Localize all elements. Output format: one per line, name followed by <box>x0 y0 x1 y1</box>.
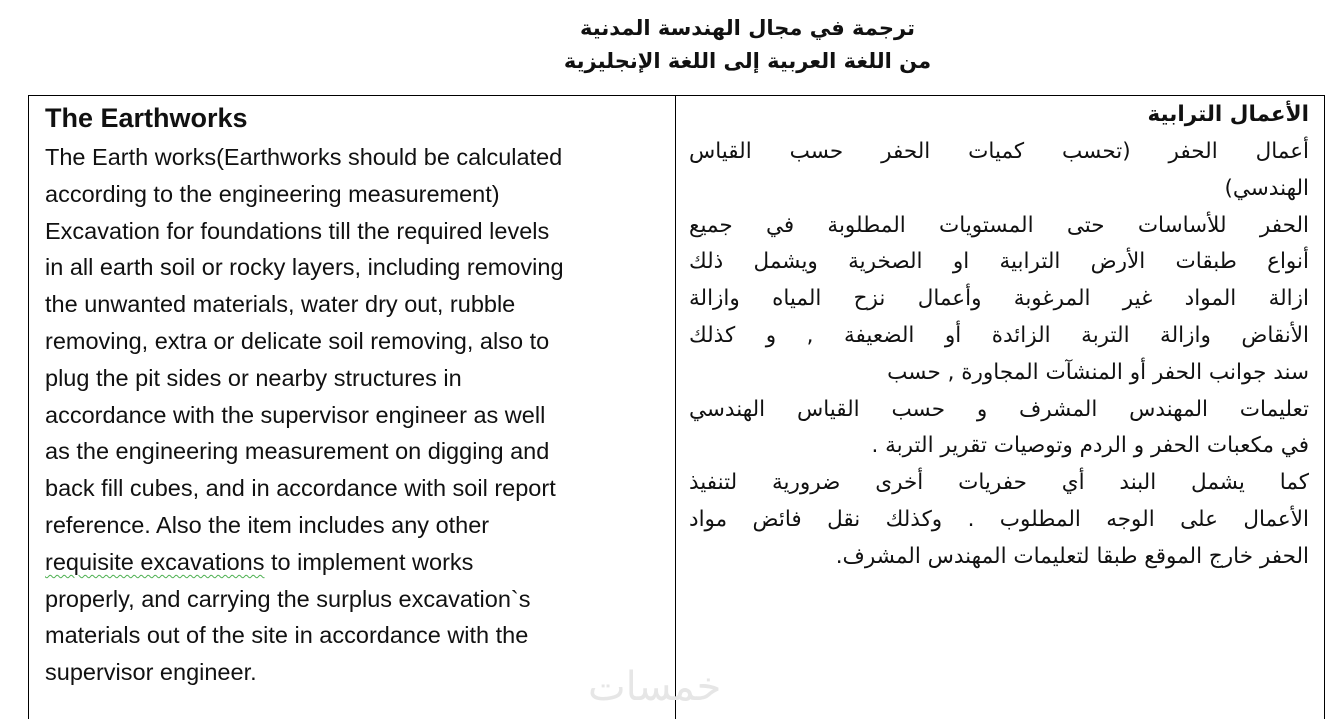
english-line: in all earth soil or rocky layers, including removing <box>45 254 564 281</box>
arabic-line: الحفر للأساسات حتى المستويات المطلوبة في جميع <box>689 212 1309 238</box>
english-line: properly, and carrying the surplus excavation`s <box>45 585 531 612</box>
english-line: The Earth works(Earthworks should be calculated <box>45 144 563 170</box>
english-column <box>45 100 667 691</box>
title-line-1: ترجمة في مجال الهندسة المدنية <box>580 16 915 40</box>
english-heading: The Earthworks <box>45 103 248 133</box>
english-line-spellcheck <box>45 544 667 581</box>
english-line: materials out of the site in accordance with the <box>45 622 529 649</box>
title-line-2: من اللغة العربية إلى اللغة الإنجليزية <box>563 49 932 73</box>
arabic-column <box>689 100 1309 576</box>
arabic-heading: الأعمال الترابية <box>1147 102 1309 127</box>
english-line-tail: to implement works <box>264 548 474 575</box>
english-line: supervisor engineer. <box>45 659 257 686</box>
column-divider <box>675 96 676 719</box>
translation-table <box>28 95 1325 719</box>
arabic-line: أعمال الحفر (تحسب كميات الحفر حسب القياس <box>689 139 1309 164</box>
arabic-line: في مكعبات الحفر و الردم وتوصيات تقرير التربة . <box>871 433 1309 459</box>
arabic-line: الهندسي) <box>1224 175 1309 201</box>
english-line: reference. Also the item includes any other <box>45 511 490 538</box>
arabic-line: الأنقاض وازالة التربة الزائدة أو الضعيفة , و كذلك <box>689 322 1309 348</box>
watermark-logo: خمسات <box>588 664 722 710</box>
english-line: Excavation for foundations till the required levels <box>45 217 550 244</box>
arabic-line: الحفر خارج الموقع طبقا لتعليمات المهندس المشرف. <box>835 543 1309 569</box>
english-line: as the engineering measurement on digging and <box>45 438 550 465</box>
english-line: back fill cubes, and in accordance with soil report <box>45 475 556 502</box>
arabic-line: أنواع طبقات الأرض الترابية او الصخرية ويشمل ذلك <box>689 249 1309 275</box>
arabic-line: سند جوانب الحفر أو المنشآت المجاورة , حسب <box>887 359 1309 385</box>
english-line: accordance with the supervisor engineer as well <box>45 401 546 428</box>
english-line: removing, extra or delicate soil removing, also to <box>45 327 550 354</box>
arabic-line: الأعمال على الوجه المطلوب . وكذلك نقل فائض مواد <box>689 506 1309 532</box>
english-line: the unwanted materials, water dry out, rubble <box>45 291 516 318</box>
arabic-line: ازالة المواد غير المرغوبة وأعمال نزح المياه وازالة <box>689 286 1309 312</box>
spellcheck-underlined-text: requisite excavations <box>45 548 265 575</box>
arabic-line: كما يشمل البند أي حفريات أخرى ضرورية لتنفيذ <box>689 470 1309 496</box>
english-line: according to the engineering measurement) <box>45 180 500 207</box>
document-title <box>0 12 1342 78</box>
english-line: plug the pit sides or nearby structures in <box>45 364 462 391</box>
arabic-line: تعليمات المهندس المشرف و حسب القياس الهندسي <box>689 396 1309 422</box>
